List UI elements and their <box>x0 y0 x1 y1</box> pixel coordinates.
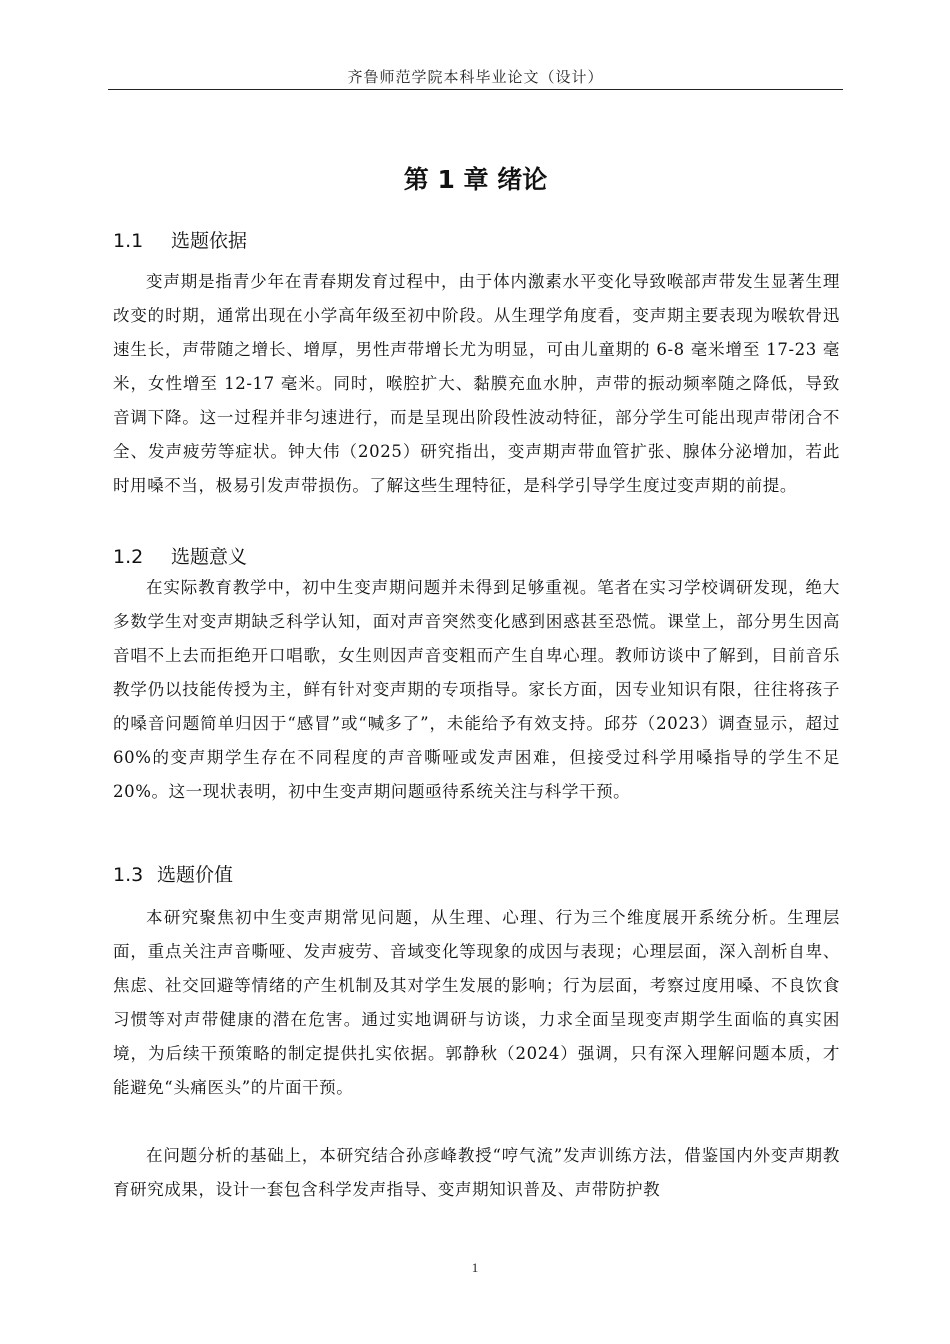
page-header: 齐鲁师范学院本科毕业论文（设计） <box>347 68 604 86</box>
chapter-title: 第 1 章 绪论 <box>403 165 548 194</box>
section-heading-1-2 <box>113 542 247 569</box>
section-number: 1.2 <box>113 546 144 568</box>
page-number: 1 <box>471 1260 479 1275</box>
header-divider <box>108 89 843 90</box>
paragraph: 本研究聚焦初中生变声期常见问题，从生理、心理、行为三个维度展开系统分析。生理层面，重点关注声音嘶哑、发声疲劳、音域变化等现象的成因与表现；心理层面，深入剖析自卑、焦虑、社交回避等情绪的产生机制及其对学生发展的影响；行为层面，考察过度用嗓、不良饮食习惯等对声带健康的潜在危害。通过实地调研与访谈，力求全面呈现变声期学生面临的真实困境，为后续干预策略的制定提供扎实依据。郭静秋（2024）强调，只有深入理解问题本质，才能避免“头痛医头”的片面干预。 <box>113 908 840 1097</box>
section-heading-1-3 <box>113 860 233 887</box>
section-title: 选题依据 <box>171 230 248 252</box>
section-title: 选题价值 <box>157 864 234 886</box>
paragraph: 在实际教育教学中，初中生变声期问题并未得到足够重视。笔者在实习学校调研发现，绝大多数学生对变声期缺乏科学认知，面对声音突然变化感到困惑甚至恐慌。课堂上，部分男生因高音唱不上去而拒绝开口唱歌，女生则因声音变粗而产生自卑心理。教师访谈中了解到，目前音乐教学仍以技能传授为主，鲜有针对变声期的专项指导。家长方面，因专业知识有限，往往将孩子的嗓音问题简单归因于“感冒”或“喊多了”，未能给予有效支持。邱芬（2023）调查显示，超过 60%的变声期学生存在不同程度的声音嘶哑或发声困难，但接受过科学用嗓指导的学生不足 20%。这一现状表明，初中生变声期问题亟待系统关注与科学干预。 <box>113 578 840 801</box>
section-title: 选题意义 <box>171 546 248 568</box>
paragraph: 在问题分析的基础上，本研究结合孙彦峰教授“哼气流”发声训练方法，借鉴国内外变声期教育研究成果，设计一套包含科学发声指导、变声期知识普及、声带防护教 <box>113 1146 840 1199</box>
section-number: 1.3 <box>113 864 144 886</box>
section-number: 1.1 <box>113 230 144 252</box>
paragraph: 变声期是指青少年在青春期发育过程中，由于体内激素水平变化导致喉部声带发生显著生理改变的时期，通常出现在小学高年级至初中阶段。从生理学角度看，变声期主要表现为喉软骨迅速生长，声带随之增长、增厚，男性声带增长尤为明显，可由儿童期的 6-8 毫米增至 17-23 毫米，女性增至 12-17 毫米。同时，喉腔扩大、黏膜充血水肿，声带的振动频率随之降低，导致音调下降。这一过程并非匀速进行，而是呈现出阶段性波动特征，部分学生可能出现声带闭合不全、发声疲劳等症状。钟大伟（2025）研究指出，变声期声带血管扩张、腺体分泌增加，若此时用嗓不当，极易引发声带损伤。了解这些生理特征，是科学引导学生度过变声期的前提。 <box>113 272 840 495</box>
section-heading-1-1 <box>113 226 247 253</box>
